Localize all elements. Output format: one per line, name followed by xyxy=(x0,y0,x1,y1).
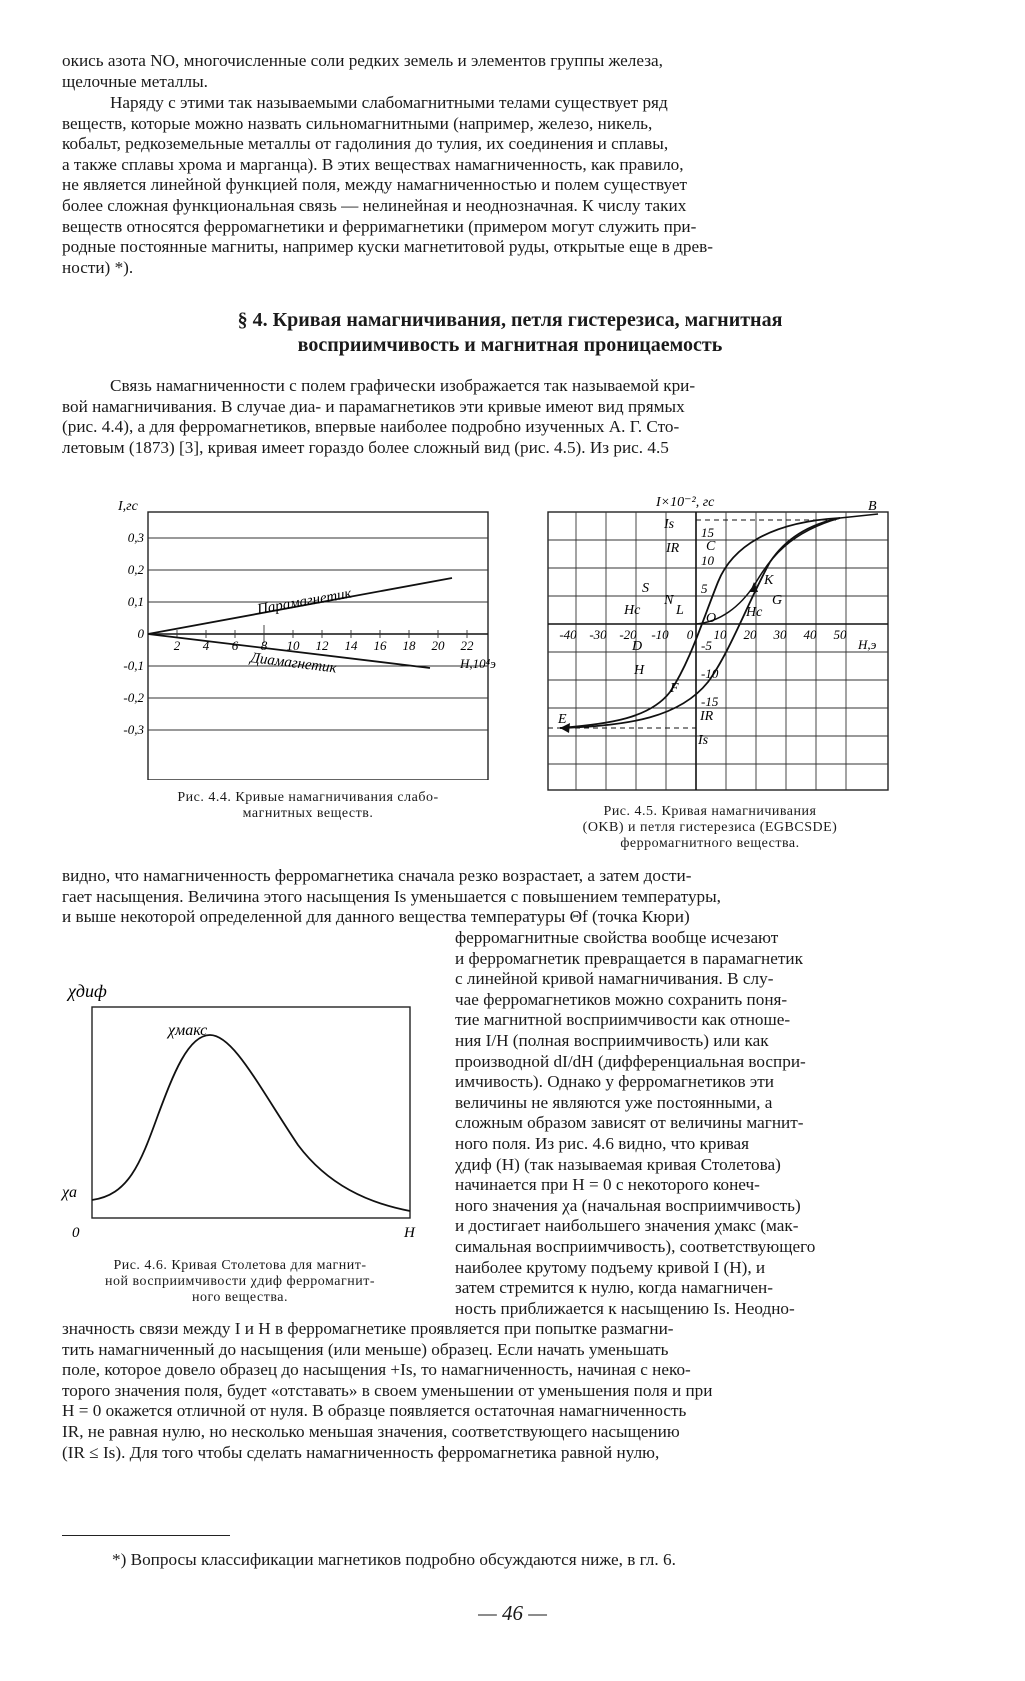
y-tick-label: 15 xyxy=(701,525,714,540)
x-tick-label: 0 xyxy=(686,627,694,642)
paragraph-hysteresis xyxy=(62,1319,942,1463)
text-line: ного значения χa (начальная восприимчивость) xyxy=(455,1195,801,1215)
text-line: более сложная функциональная связь — нелинейная и неоднозначная. К числу таких xyxy=(62,195,687,215)
text-line: щелочные металлы. xyxy=(62,71,208,91)
x-tick-label: 12 xyxy=(315,638,329,653)
section-heading-line-2: восприимчивость и магнитная проницаемость xyxy=(297,334,723,356)
point-label: O xyxy=(706,611,717,626)
y-tick-label: -10 xyxy=(701,666,719,681)
text-line: (рис. 4.4), а для ферромагнетиков, впервые наиболее подробно изученных А. Г. Сто- xyxy=(62,417,680,437)
stoletov-curve xyxy=(92,1035,410,1211)
text-line: (IR ≤ Is). Для того чтобы сделать намагниченность ферромагнетика равной нулю, xyxy=(62,1442,660,1462)
text-line: с линейной кривой намагничивания. В слу- xyxy=(455,969,774,989)
text-line: и достигает наибольшего значения χмакс (мак- xyxy=(455,1216,799,1236)
x-tick-label: 4 xyxy=(202,638,210,653)
paragraph-strong-magnetic xyxy=(62,93,942,278)
x-tick-label: 10 xyxy=(286,638,300,653)
paragraph-top xyxy=(62,51,942,92)
horizontal-gridlines xyxy=(548,540,888,764)
text-line: величины не являются уже постоянными, а xyxy=(455,1092,773,1112)
y-tick-label: 10 xyxy=(701,553,714,568)
x-tick-labels xyxy=(174,638,474,653)
text-line: и ферромагнетик превращается в парамагнетик xyxy=(455,948,803,968)
text-line: IR, не равная нулю, но несколько меньшая значения, соответствующего насыщению xyxy=(62,1421,680,1441)
text-line: производной dI/dH (дифференциальная воспри- xyxy=(455,1051,806,1071)
x-tick-label: 40 xyxy=(803,627,817,642)
x-tick-label: 22 xyxy=(460,638,474,653)
x-tick-label: 14 xyxy=(344,638,358,653)
y-tick-label: -0,1 xyxy=(123,658,144,673)
x-tick-label: 50 xyxy=(833,627,847,642)
footnote-rule xyxy=(62,1535,230,1536)
point-label: K xyxy=(764,573,774,588)
figure-4-5-plot xyxy=(540,492,900,792)
point-label: D xyxy=(632,639,643,654)
paramagnet-label: Парамагнетик xyxy=(255,585,353,618)
figure-4-6-plot xyxy=(58,975,428,1245)
plot-frame xyxy=(548,512,888,790)
text-line: Наряду с этими так называемыми слабомагнитными телами существует ряд xyxy=(110,93,668,112)
paragraph-wrapped-column xyxy=(455,928,942,1319)
hc-label-right: Hc xyxy=(746,605,763,620)
text-line: кобальт, редкоземельные металлы от гадолиния до тулия, их соединения и сплавы, xyxy=(62,134,669,154)
x-tick-label: 2 xyxy=(173,638,181,653)
x-tick-label: 16 xyxy=(373,638,387,653)
caption-line: (OKB) и петля гистерезиса (EGBCSDE) xyxy=(582,820,838,835)
text-line: гает насыщения. Величина этого насыщения Is уменьшается с повышением температуры, xyxy=(62,886,721,906)
point-label: C xyxy=(706,539,716,554)
is-label-upper: Is xyxy=(664,517,675,532)
point-label: L xyxy=(676,603,684,618)
text-line: чае ферромагнетиков можно сохранить поня- xyxy=(455,989,788,1009)
text-line: ного поля. Из рис. 4.6 видно, что кривая xyxy=(455,1133,750,1153)
y-tick-label: 0 xyxy=(137,626,144,641)
x-tick-label: -10 xyxy=(651,627,669,642)
text-line: χдиф (H) (так называемая кривая Столетова) xyxy=(455,1154,781,1174)
text-line: видно, что намагниченность ферромагнетика сначала резко возрастает, а затем дости- xyxy=(62,866,692,885)
text-line: вой намагничивания. В случае диа- и парамагнетиков эти кривые имеют вид прямых xyxy=(62,396,685,416)
text-line: наиболее крутому подъему кривой I (H), и xyxy=(455,1257,766,1277)
text-line: имчивость). Однако у ферромагнетиков эти xyxy=(455,1072,775,1092)
y-axis-label: χдиф xyxy=(68,981,107,1001)
x-axis-label: H xyxy=(404,1225,415,1241)
peak-label: χмакс xyxy=(168,1022,208,1039)
text-line: и выше некоторой определенной для данного вещества температуры Θf (точка Кюри) xyxy=(62,907,690,927)
text-line: ферромагнитные свойства вообще исчезают xyxy=(455,928,779,947)
x-tick-label: 8 xyxy=(260,638,268,653)
y-tick-label: 5 xyxy=(701,581,708,596)
text-line: значность связи между I и H в ферромагнетике проявляется при попытке размагни- xyxy=(62,1319,674,1338)
ir-label-upper: IR xyxy=(666,541,680,556)
text-line: торого значения поля, будет «отставать» в своем уменьшении от уменьшения поля и при xyxy=(62,1380,713,1400)
caption-line: ного вещества. xyxy=(192,1290,288,1305)
text-line: ности) *). xyxy=(62,257,134,277)
text-line: окись азота NO, многочисленные соли редких земель и элементов группы железа, xyxy=(62,51,663,70)
paragraph-magnetization-curve xyxy=(62,376,942,458)
y-tick-label: 0,3 xyxy=(127,530,144,545)
y-tick-label: 0,2 xyxy=(127,562,144,577)
caption-line: магнитных веществ. xyxy=(242,806,374,821)
x-tick-label: 30 xyxy=(773,627,787,642)
point-label: F xyxy=(670,681,679,696)
x-tick-label: 20 xyxy=(431,638,445,653)
ir-label-lower: IR xyxy=(700,709,714,724)
section-heading xyxy=(100,308,920,358)
section-heading-line-1: § 4. Кривая намагничивания, петля гистерезиса, магнитная xyxy=(237,309,783,331)
figure-4-6 xyxy=(58,975,428,1245)
page-number: — 46 — xyxy=(478,1601,547,1625)
x-tick-label: 18 xyxy=(402,638,416,653)
text-line: поле, которое довело образец до насыщения +Is, то намагниченность, начиная с неко- xyxy=(62,1360,691,1380)
x-tick-label: -20 xyxy=(619,627,637,642)
text-line: затем стремится к нулю, когда намагничен- xyxy=(455,1278,773,1298)
plot-frame xyxy=(92,1007,410,1218)
text-line: веществ, которые можно назвать сильномагнитными (например, железо, никель, xyxy=(62,113,653,133)
text-line: сложным образом зависят от величины магнит- xyxy=(455,1113,804,1133)
caption-line: Рис. 4.5. Кривая намагничивания xyxy=(603,804,817,819)
text-line: ность приближается к насыщению Is. Неодно- xyxy=(455,1298,795,1318)
point-label: G xyxy=(772,593,783,608)
text-line: начинается при H = 0 с некоторого конеч- xyxy=(455,1175,760,1195)
text-line: симальная восприимчивость), соответствующего xyxy=(455,1236,816,1256)
y-tick-label: -5 xyxy=(701,638,712,653)
text-line: а также сплавы хрома и марганца). В этих веществах намагниченность, как правило, xyxy=(62,154,684,174)
point-label: S xyxy=(642,581,649,596)
x-tick-label: 6 xyxy=(231,638,239,653)
is-label-lower: Is xyxy=(698,733,709,748)
point-label: H xyxy=(634,663,645,678)
text-line: тить намагниченный до насыщения (или меньше) образец. Если начать уменьшать xyxy=(62,1339,669,1359)
x-tick-label: -40 xyxy=(559,627,577,642)
figure-4-5 xyxy=(540,492,900,792)
hc-label-left: Hc xyxy=(624,603,641,618)
caption-line: ной восприимчивости χдиф ферромагнит- xyxy=(104,1274,376,1289)
figure-4-6-caption xyxy=(50,1258,430,1306)
x-tick-label: 10 xyxy=(713,627,727,642)
paragraph-saturation xyxy=(62,866,942,928)
caption-line: Рис. 4.4. Кривые намагничивания слабо- xyxy=(177,790,439,805)
figure-4-4-plot xyxy=(100,490,500,780)
y-tick-label: -15 xyxy=(701,694,719,709)
text-line: веществ относятся ферромагнетики и ферримагнетики (примером могут служить при- xyxy=(62,216,697,236)
y-axis-label: I,гс xyxy=(118,499,138,514)
initial-label: χa xyxy=(62,1184,78,1201)
footnote: *) Вопросы классификации магнетиков подробно обсуждаются ниже, в гл. 6. xyxy=(112,1550,676,1569)
point-label: E xyxy=(558,712,567,727)
point-label: N xyxy=(664,593,674,608)
text-line: ния I/H (полная восприимчивость) или как xyxy=(455,1030,769,1050)
text-line: Связь намагниченности с полем графически изображается так называемой кри- xyxy=(110,376,696,395)
figure-4-5-caption xyxy=(520,804,900,852)
y-tick-label: -0,2 xyxy=(123,690,144,705)
x-axis-label: H,10⁴э xyxy=(460,656,496,671)
origin-label: 0 xyxy=(72,1225,80,1241)
text-line: не является линейной функцией поля, между намагниченностью и полем существует xyxy=(62,175,688,195)
point-label: B xyxy=(868,499,877,514)
text-line: родные постоянные магниты, например куски магнетитовой руды, открытые еще в древ- xyxy=(62,237,713,257)
x-tick-label: -30 xyxy=(589,627,607,642)
caption-line: Рис. 4.6. Кривая Столетова для магнит- xyxy=(113,1258,367,1273)
x-tick-label: 20 xyxy=(743,627,757,642)
y-tick-label: -0,3 xyxy=(123,722,144,737)
text-line: летовым (1873) [3], кривая имеет гораздо более сложный вид (рис. 4.5). Из рис. 4.5 xyxy=(62,437,669,457)
y-tick-labels xyxy=(123,530,144,737)
x-axis-label: H,э xyxy=(858,637,877,652)
caption-line: ферромагнитного вещества. xyxy=(620,836,800,851)
figure-4-4-caption xyxy=(108,790,508,822)
point-labels xyxy=(557,499,877,727)
text-line: тие магнитной восприимчивости как отноше- xyxy=(455,1010,791,1030)
y-axis-label: I×10⁻², гс xyxy=(656,495,715,510)
figure-4-4 xyxy=(100,490,500,780)
diamagnet-label: Диамагнетик xyxy=(249,650,338,677)
y-tick-label: 0,1 xyxy=(127,594,144,609)
text-line: H = 0 окажется отличной от нуля. В образце появляется остаточная намагниченность xyxy=(62,1401,687,1421)
